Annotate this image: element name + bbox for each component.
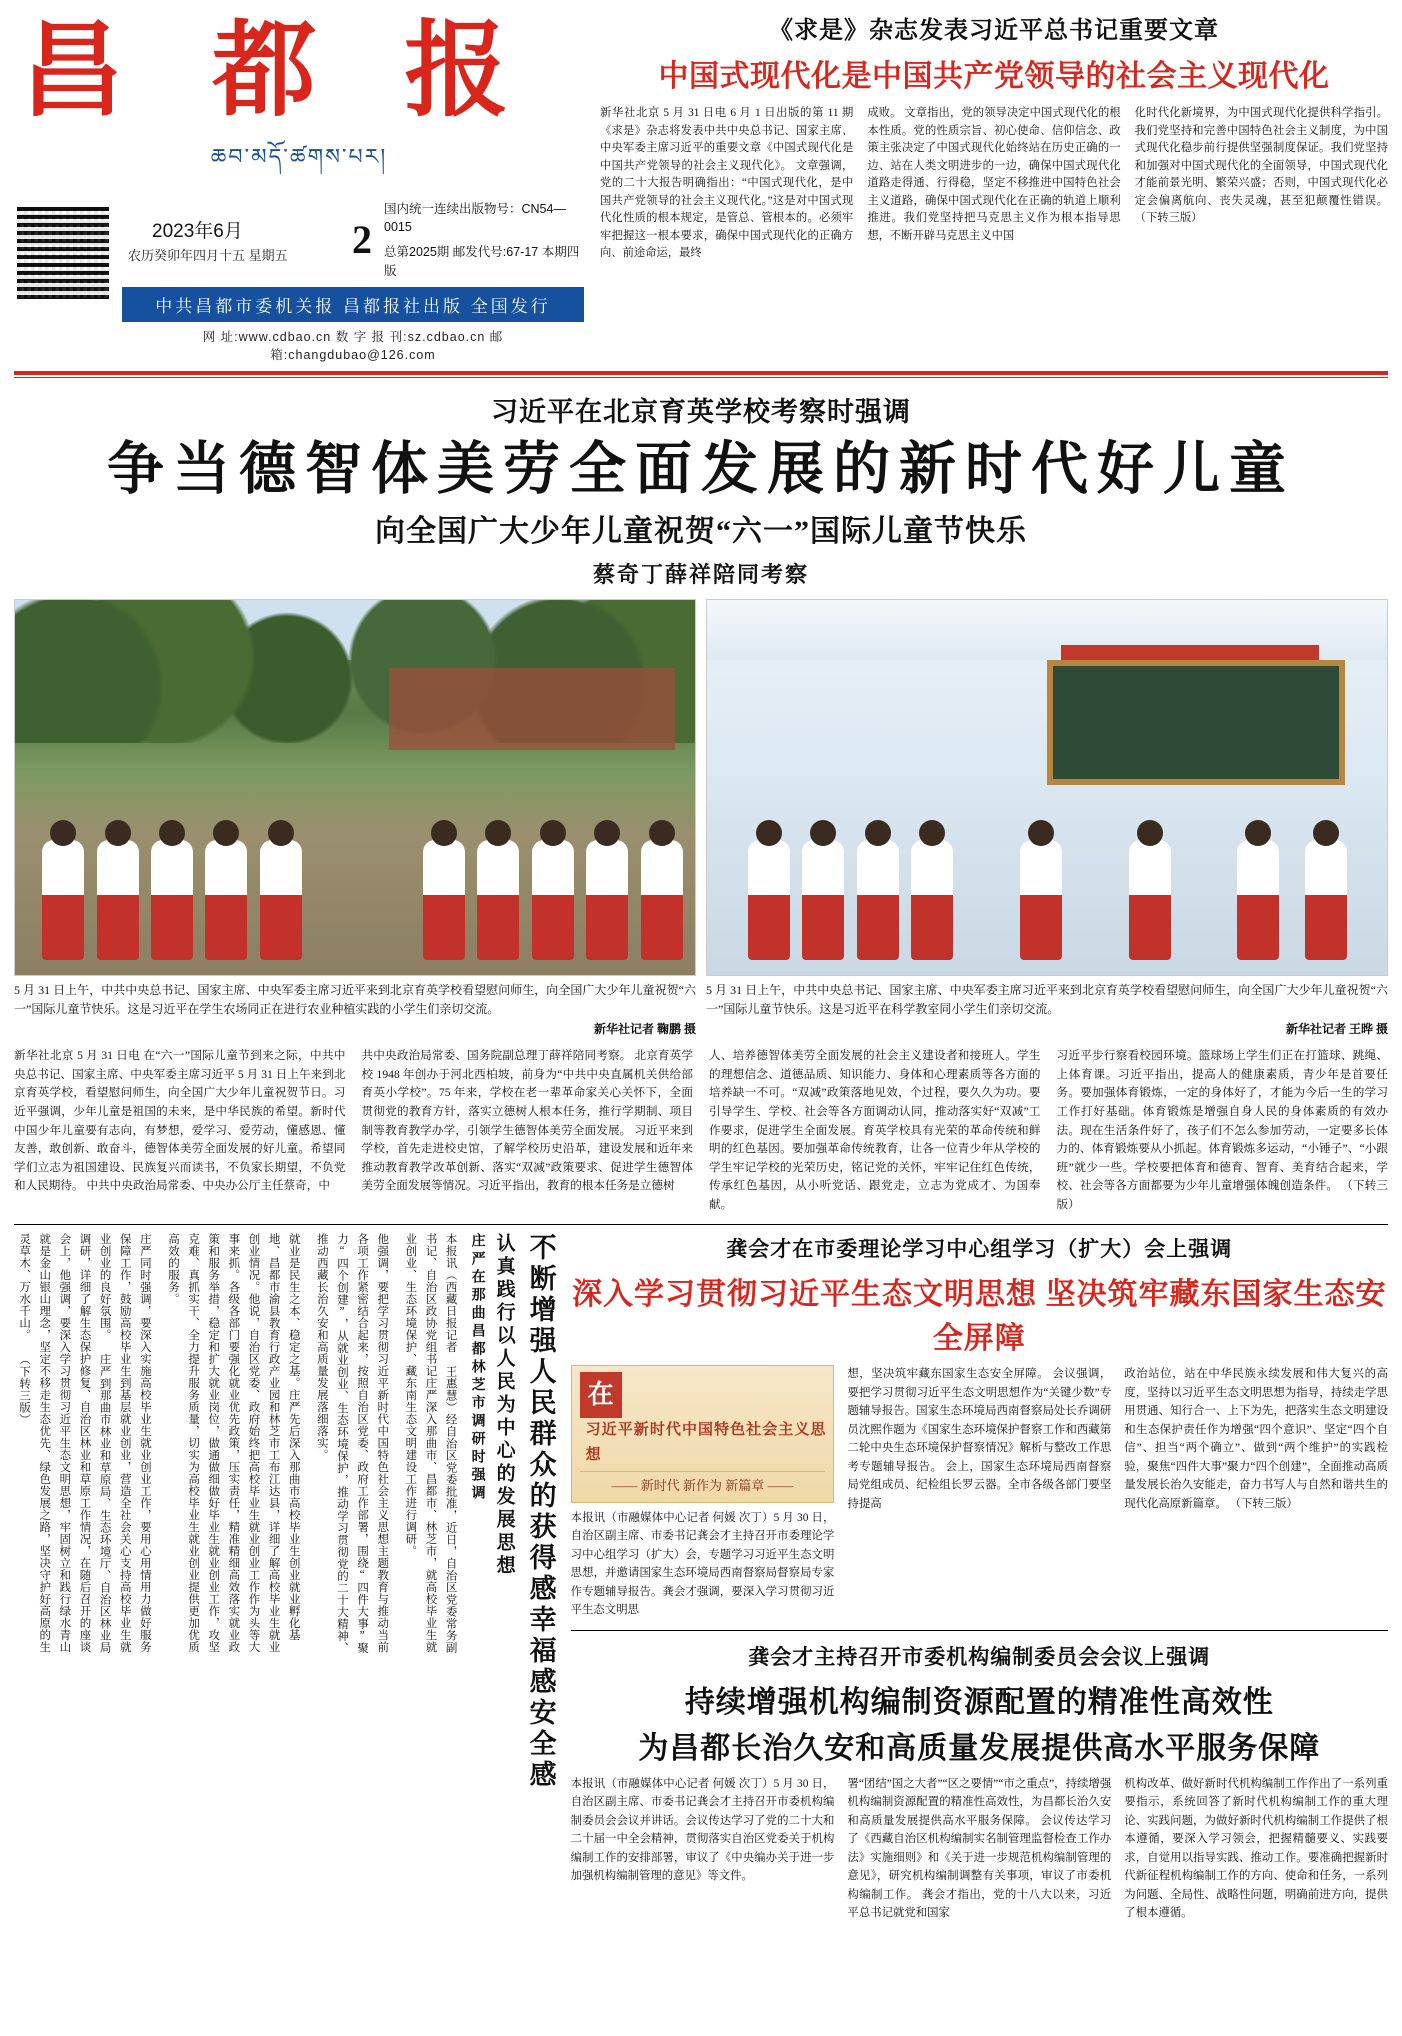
- vertical-headline-main: 不断增强人民群众的获得感幸福感安全感: [525, 1233, 556, 1792]
- lead-kicker: 习近平在北京育英学校考察时强调: [491, 396, 911, 427]
- vertical-col-4: 庄严同时强调，要深入实施高校毕业生就业创业工作，要用心用情用力做好服务保障工作，鼓励高校毕业生到基层就业创业，营造全社会关心支持高校毕业生就业创业的良好氛围。 庄严到那曲市林业和草原局、生态环境厅、自治区林业局调研，详细了解生态保护修复、自治区林业和草原工作情况，在随后召开的座谈会上，他强调，要深入学习贯彻习近平生态文明思想，牢固树立和践行绿水青山就是金山银山理念，坚定不移走生态优先、绿色发展之路，坚决守护好高原的生灵草木、万水千山。 （下转三版）: [18, 1233, 151, 1654]
- photo-right-image: [706, 599, 1388, 976]
- promo-line-2: —— 新时代 新作为 新篇章 ——: [580, 1471, 826, 1496]
- story4-col-3: 机构改革、做好新时代机构编制工作作出了一系列重要指示，系统回答了新时代机构编制工作的重大理论、实践问题，为做好新时代机构编制工作提供了根本遵循，要深入学习领会，把握精髓要义、实践要求，自觉用以指导实践、推动工作。要准确把握新时代新征程机构编制工作的方向、使命和任务，一系列为问题、全局性、战略性问题，明确前进方向，提供了根本遵循。: [1124, 1777, 1389, 1920]
- lead-story: [0, 378, 1402, 590]
- issue-date: 2023年6月: [152, 221, 243, 243]
- story-divider: [571, 1630, 1388, 1631]
- photo-left-caption: 5 月 31 日上午，中共中央总书记、国家主席、中央军委主席习近平来到北京育英学校看望慰问师生，向全国广大少年儿童祝贺“六一”国际儿童节快乐。这是习近平在学生农场同正在进行农业种植实践的小学生们亲切交流。: [14, 983, 696, 1016]
- story-3: [571, 1233, 1388, 1620]
- vertical-col-3: 就业是民生之本、稳定之基。庄严先后深入那曲市高校毕业生创业就业孵化基地、昌都市渝县教育行政产业园和林芝市工布江达县，详细了解高校毕业生就业创业情况。他说，自治区党委、政府始终把高校毕业生就业创业工作作为头等大事来抓。各级各部门要强化就业优先政策，压实责任，精准精细高效落实就业政策和服务举措，稳定和扩大就业岗位，做通做细做好毕业生就业创业工作，攻坚克难、真抓实干、全力提升服务质量，切实为高校毕业生就业创业提供更加优质高效的服务。: [167, 1233, 300, 1654]
- vertical-headline-left: 庄严在那曲昌都林芝市调研时强调: [469, 1233, 485, 1504]
- top-story-columns: [600, 105, 1388, 263]
- top-story-kicker: 《求是》杂志发表习近平总书记重要文章: [769, 18, 1219, 44]
- story4-col-2: 署“团结”国之大者”“区之要情”“市之重点”，持续增强机构编制资源配置的精准性高效性，为昌都长治久安和高质量发展提供高水平服务保障。 会议传达学习了《西藏自治区机构编制实名制管理监督检查工作办法》实施细则》和《关于进一步规范机构编制管理的意见》，研究机构编制调整有关事项，审议了市委机构编制工作。 龚会才指出，党的十八大以来，习近平总书记就党和国家: [847, 1777, 1112, 1920]
- masthead-info: [14, 200, 584, 363]
- vertical-columns: [14, 1233, 461, 1922]
- newspaper-logo: 昌 都 报: [20, 8, 535, 131]
- story4-headline-line1: 持续增强机构编制资源配置的精准性高效性: [684, 1685, 1274, 1719]
- top-story: [584, 10, 1388, 363]
- story4-columns: [571, 1775, 1388, 1923]
- photo-left-credit: 新华社记者 鞠鹏 摄: [593, 1022, 696, 1037]
- top-story-col-1: 新华社北京 5 月 31 日电 6 月 1 日出版的第 11 期《求是》杂志将发表中共中央总书记、国家主席、中央军委主席习近平的重要文章《中国式现代化是中国共产党领导的社会主义现代化》。 文章强调，党的二十大报告明确指出：“中国式现代化，是中国共产党领导的社会主义现代化。”这是对中国式现代化性质的根本规定，是管总、管根本的。必须牢牢把握这一根本要求，确保中国式现代化的正确方向、前途命运，最终: [600, 107, 854, 259]
- qr-code-icon[interactable]: [14, 204, 112, 302]
- lead-headline: 争当德智体美劳全面发展的新时代好儿童: [107, 437, 1295, 501]
- vertical-col-1: 本报讯（西藏日报记者 王惠慧）经自治区党委批准，近日，自治区党委常务副书记、自治区政协党组书记庄严深入那曲市、昌都市、林芝市，就高校毕业生就业创业、生态环境保护、藏东南生态文明建设工作进行调研。: [404, 1233, 457, 1654]
- story3-columns: [571, 1365, 1388, 1620]
- contact-line[interactable]: 网 址:www.cdbao.cn 数 字 报 刊:sz.cdbao.cn 邮 箱:changdubao@126.com: [202, 329, 504, 362]
- lead-body-col-2: 共中央政治局常委、国务院副总理丁薛祥陪同考察。 北京育英学校 1948 年创办于河北西柏坡，前身为“中共中央直属机关供给部育英小学校”。75 年来，学校在老一辈革命家关心关怀下，全面贯彻党的教育方针，落实立德树人根本任务，推行学期制、项目制等教育教学办学，引领学生德智体美劳全面发展。 习近平来到学校，首先走进校史馆，了解学校历史沿革，建设发展和近年来推动教育教学改革创新、落实“双减”政策要求、促进学生德智体美劳全面发展等情况。习近平指出，教育的根本任务是立德树: [361, 1049, 693, 1193]
- promo-banner: [571, 1365, 835, 1503]
- lead-body-col-3: 人、培养德智体美劳全面发展的社会主义建设者和接班人。学生的理想信念、道德品质、知识能力、身体和心理素质等各方面的培养缺一不可。“双减”政策落地见效，个过程，要久久为功。要引导学生、学校、社会等各方面调动认同，推动落实好“双减”工作要求，促进学生全面发展。育英学校具有光荣的革命传统和鲜明的红色基因。要加强革命传统教育，让各一位青少年从学校的学生牢记学校的光荣历史，铭记党的关怀，牢牢记住红色传统，传承红色基因，从小听党话、跟党走，立志为党成才、为国奉献。: [709, 1049, 1041, 1211]
- lead-photos: [0, 589, 1402, 1037]
- story3-col-1: [571, 1365, 835, 1620]
- vertical-story: [14, 1233, 561, 1922]
- photo-left: [14, 599, 696, 1037]
- story-4: [571, 1641, 1388, 1923]
- promo-line-1: 习近平新时代中国特色社会主义思想: [585, 1422, 826, 1463]
- photo-right: [706, 599, 1388, 1037]
- publication-code: 国内统一连续出版物号：CN54—0015: [384, 201, 566, 235]
- lead-body-col-1: 新华社北京 5 月 31 日电 在“六一”国际儿童节到来之际，中共中央总书记、国家主席、中央军委主席习近平 5 月 31 日上午来到北京育英学校，看望慰问师生，向全国广大少年儿童祝贺节日。习近平强调，少年儿童是祖国的未来，是中华民族的希望。新时代中国少年儿童要有志向，有梦想，爱学习、爱劳动，懂感恩、懂友善，敢创新、敢奋斗，德智体美劳全面发展的好儿童。希望同学们立志为祖国建设、民族复兴而读书，不负家长期望，不负党和人民期待。 中共中央政治局常委、中央办公厅主任蔡奇，中: [14, 1049, 346, 1193]
- story3-col-2: 想，坚决筑牢藏东国家生态安全屏障。 会议强调，要把学习贯彻习近平生态文明思想作为“关键少数”专题辅导报告。国家生态环境局西南督察局处长乔调研员沈熙作题为《国家生态环境保护督察工作和西藏第二轮中央生态环境保护督察情况》解析与整改工作思考专题辅导报告。 会上，国家生态环境局西南督察局党组成员、纪检组长罗云器。全市各级各部门要坚持提高: [847, 1368, 1112, 1510]
- top-story-col-3: 化时代化新境界，为中国式现代化提供科学指引。我们党坚持和完善中国特色社会主义制度，为中国式现代化稳步前行提供坚强制度保证。我们党坚持和加强对中国式现代化的全面领导，中国式现代化才能前景光明、繁荣兴盛；否则，中国式现代化必定会偏离航向、丧失灵魂，甚至犯颠覆性错误。 （下转三版）: [1134, 107, 1388, 224]
- issue-number: 2: [352, 217, 372, 263]
- tibetan-title: ཆབ་མདོ་ཚགས་པར།: [210, 144, 388, 170]
- story3-col-1-text: 本报讯（市融媒体中心记者 何媛 次丁）5 月 30 日，自治区副主席、市委书记龚会才主持召开市委理论学习中心组学习（扩大）会，专题学习习近平生态文明思想，并邀请国家生态环境局西南督察局督察局专家作专题辅导报告。龚会才强调，要深入学习贯彻习近平生态文明思: [570, 1512, 835, 1617]
- top-story-headline: 中国式现代化是中国共产党领导的社会主义现代化: [658, 60, 1330, 93]
- photo-left-image: [14, 599, 696, 976]
- vertical-headline-sub: 认真践行以人民为中心的发展思想: [493, 1233, 515, 1579]
- lead-subhead: 向全国广大少年儿童祝贺“六一”国际儿童节快乐: [375, 515, 1027, 549]
- top-story-col-2: 成败。 文章指出，党的领导决定中国式现代化的根本性质。党的性质宗旨、初心使命、信仰信念、政策主张决定了中国式现代化始终站在历史正确的一边、站在人类文明进步的一边，确保中国式现代化道路走得通、行得稳，坚定不移推进中国特色社会主义道路，确保中国式现代化在正确的轨道上顺利推进。我们党坚持把马克思主义作为根本指导思想，不断开辟马克思主义中国: [867, 107, 1121, 242]
- masthead-left: [14, 10, 584, 363]
- promo-zai: 在: [580, 1372, 622, 1418]
- lunar-date: 农历癸卯年四月十五 星期五: [128, 248, 288, 264]
- serial-info: 总第2025期 邮发代号:67-17 本期四版: [384, 245, 580, 278]
- lead-body-col-4: 习近平步行察看校园环境。篮球场上学生们正在打篮球、跳绳、上体育课。习近平指出，提高人的健康素质，青少年是首要任务。要加强体育锻炼，一定的身体好了，才能为今后一生的学习工作打好基础。体育锻炼是增强自身人民的身体素质的有效办法。现在生活条件好了，孩子们不怎么参加劳动，一定要多长体力的、体育锻炼要从小抓起。体育锻炼多运动，“小锤子”、“小跟班”就少一些。学校要把体育和德育、智育、美育结合起来，学校、社会等各方面都要为少年儿童增强体魄创造条件。 （下转三版）: [1056, 1049, 1388, 1211]
- right-stories: [571, 1233, 1388, 1922]
- red-divider: [14, 371, 1388, 375]
- masthead: [0, 0, 1402, 363]
- story4-col-1: 本报讯（市融媒体中心记者 何媛 次丁）5 月 30 日，自治区副主席、市委书记龚会才主持召开市委机构编制委员会会议并讲话。会议传达学习了党的二十大和二十届一中全会精神，贯彻落实自治区党委关于机构编制工作的安排部署，审议了《中央编办关于进一步加强机构编制管理的意见》等文件。: [570, 1777, 835, 1883]
- date-block: [112, 200, 584, 363]
- story3-kicker: 龚会才在市委理论学习中心组学习（扩大）会上强调: [726, 1237, 1233, 1262]
- photo-right-caption: 5 月 31 日上午，中共中央总书记、国家主席、中央军委主席习近平来到北京育英学校看望慰问师生，向全国广大少年儿童祝贺“六一”国际儿童节快乐。这是习近平在科学教室同小学生们亲切交流。: [706, 983, 1388, 1016]
- lead-body: [0, 1037, 1402, 1214]
- story4-headline-line2: 为昌都长治久安和高质量发展提供高水平服务保障: [638, 1731, 1321, 1765]
- lower-section: [0, 1225, 1402, 1922]
- publisher-bar: 中共昌都市委机关报 昌都报社出版 全国发行: [122, 287, 584, 322]
- story4-kicker: 龚会才主持召开市委机构编制委员会会议上强调: [748, 1644, 1211, 1669]
- story3-col-3: 政治站位，站在中华民族永续发展和伟大复兴的高度，坚持以习近平生态文明思想为指导，持续走学思用贯通、知行合一、上下为先，把落实生态文明建设和生态保护责任作为增强“四个意识”、坚定“四个自信”、担当“两个确立”、做到“两个维护”的实践检验，聚焦“四件大事”聚力“四个创建”，全面推动高质量发展长治久安能走，奋力书写人与自然和谐共生的现代化高原新篇章。 （下转三版）: [1124, 1368, 1389, 1510]
- photo-right-credit: 新华社记者 王晔 摄: [1285, 1022, 1388, 1037]
- story3-headline: 深入学习贯彻习近平生态文明思想 坚决筑牢藏东国家生态安全屏障: [572, 1278, 1387, 1356]
- lead-subhead-2: 蔡奇丁薛祥陪同考察: [592, 562, 809, 588]
- vertical-col-2: 他强调，要把学习贯彻习近平新时代中国特色社会主义思想主题教育与推动当前各项工作紧密结合起来，按照自治区党委、政府工作部署，围绕“四件大事”聚力“四个创建”，从就业创业、生态环境保护，推动学习贯彻党的二十大精神、推动西藏长治久安和高质量发展落细落实。: [315, 1233, 389, 1655]
